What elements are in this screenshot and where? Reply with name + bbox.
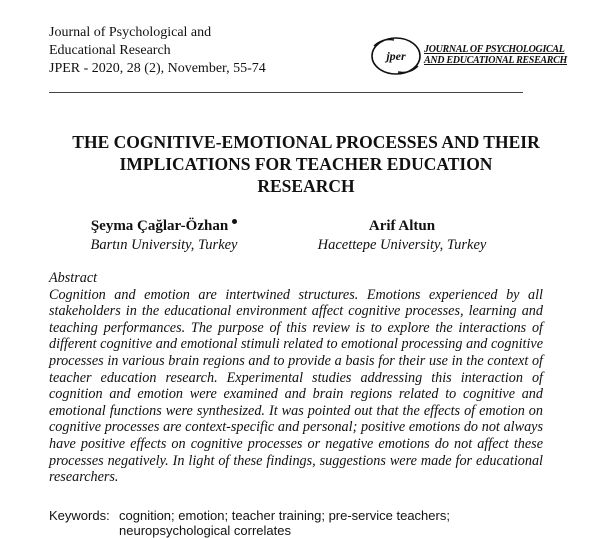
corresponding-author-bullet-icon	[232, 219, 237, 224]
logo-wordmark	[424, 44, 567, 66]
author-affiliation: Bartın University, Turkey	[90, 237, 238, 253]
title-line: THE COGNITIVE-EMOTIONAL PROCESSES AND THEIR	[72, 132, 540, 152]
author-block-1	[44, 217, 284, 255]
author-name: Arif Altun	[368, 218, 436, 234]
keywords-label: Keywords:	[49, 508, 110, 523]
journal-name-line2: Educational Research	[49, 43, 171, 58]
author-name: Şeyma Çağlar-Özhan	[90, 218, 229, 234]
logo-line1: JOURNAL OF PSYCHOLOGICAL	[424, 44, 565, 55]
journal-info	[49, 24, 266, 78]
abstract	[49, 270, 543, 486]
title-line: RESEARCH	[257, 176, 355, 196]
journal-citation: JPER - 2020, 28 (2), November, 55-74	[49, 61, 266, 76]
author-affiliation: Hacettepe University, Turkey	[317, 237, 487, 253]
abstract-body: Cognition and emotion are intertwined structures. Emotions experienced by all stakeholders in the educational environment affect cognitive processes, learning and teaching performances. The purpose of this review is to explore the interactions of different cognitive and emotional stimuli related to emotional processing and cognitive processes in various brain regions and to provide a basis for their use in the context of teacher education research. Experimental studies addressing this interaction of cognition and emotion were examined and brain regions related to cognitive and emotional functions were synthesized. It was pointed out that the effects of emotion on cognitive processes are context-specific and personal; positive emotions do not always have positive effects on cognitive processes or negative emotions do not affect these processes negatively. In light of these findings, suggestions were made for educational researchers.	[49, 286, 543, 486]
jper-logo-icon	[366, 34, 430, 78]
journal-logo	[366, 34, 568, 78]
header-divider	[49, 92, 523, 93]
keywords-list: cognition; emotion; teacher training; pre-service teachers; neuropsychological correlates	[119, 508, 450, 538]
article-title	[30, 131, 582, 197]
title-line: IMPLICATIONS FOR TEACHER EDUCATION	[119, 154, 493, 174]
logo-line2: AND EDUCATIONAL RESEARCH	[424, 55, 568, 66]
author-block-2	[282, 217, 522, 255]
abstract-heading: Abstract	[49, 270, 98, 286]
logo-mark-text: jper	[386, 49, 406, 63]
journal-name-line1: Journal of Psychological and	[49, 25, 212, 40]
